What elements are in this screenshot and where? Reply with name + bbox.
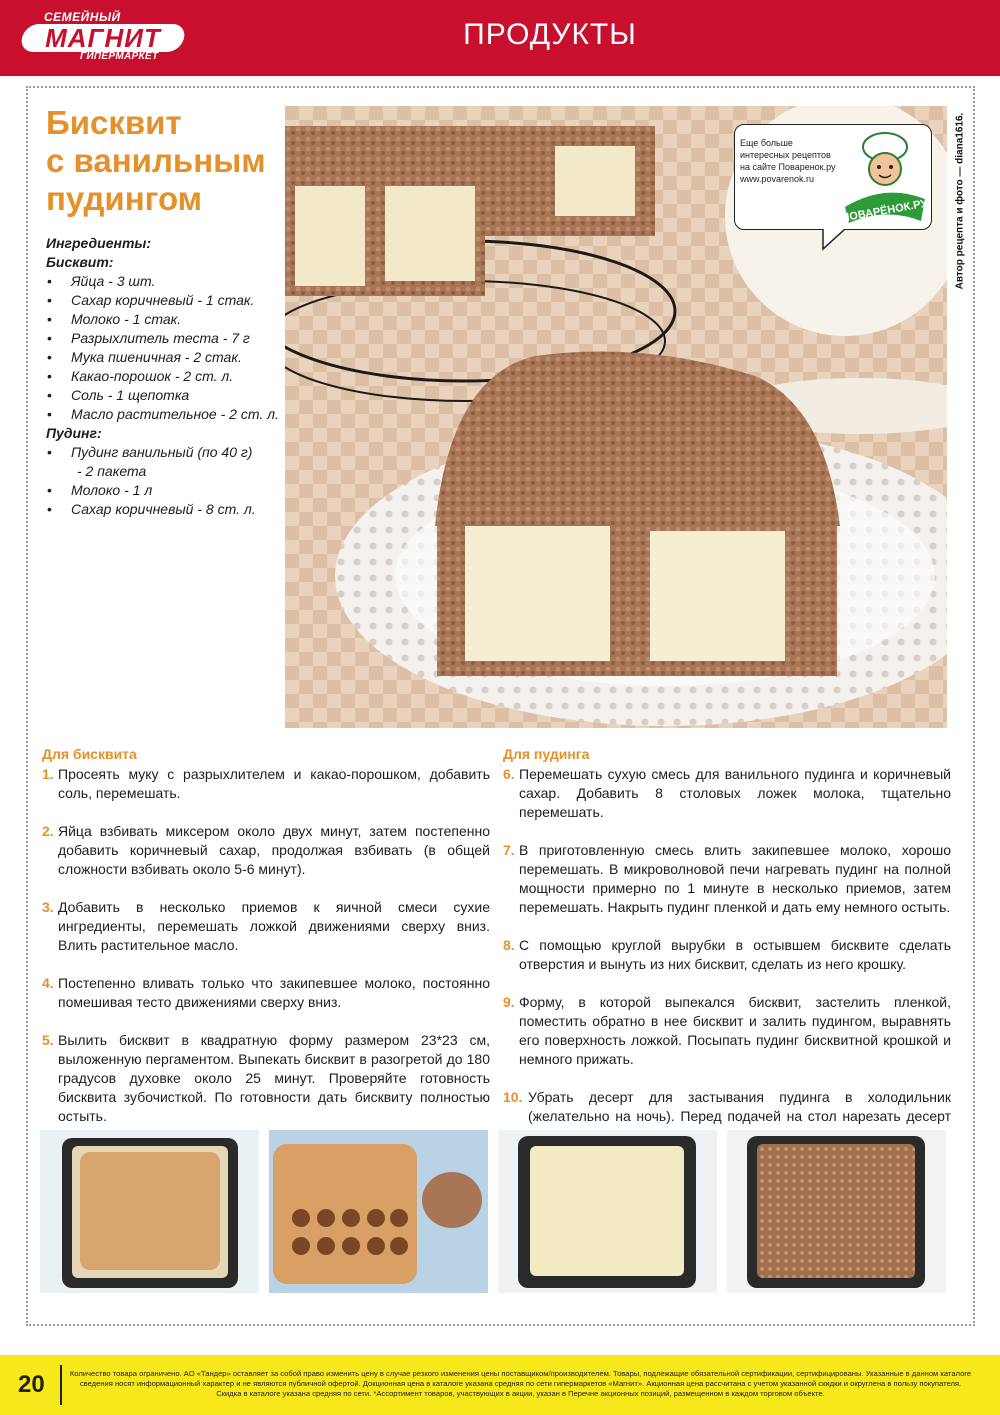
list-item: • Пудинг ванильный (по 40 г) - 2 пакета	[46, 443, 286, 481]
list-item: • Сахар коричневый - 1 стак.	[46, 291, 286, 310]
pudding-steps	[503, 745, 951, 1164]
sponge-steps	[42, 745, 490, 1145]
list-item: • Мука пшеничная - 2 стак.	[46, 348, 286, 367]
list-item: • Масло растительное - 2 ст. л.	[46, 405, 286, 424]
callout-tail-icon	[821, 229, 849, 251]
logo-wordmark: МАГНИТ	[19, 24, 187, 52]
step-item: 9. Форму, в которой выпекался бисквит, застелить пленкой, поместить обратно в нее бисквит и залить пудингом, выравнять его поверхность ложкой. Посыпать пудинг бисквитной крошкой и немного прижать.	[503, 994, 951, 1067]
step-item: 7. В приготовленную смесь влить закипевшее молоко, хорошо перемешать. В микроволновой печи нагревать пудинг на полной мощности примерно по 1 минуте в несколько приемов, затем перемешать. Накрыть пудинг пленкой и дать ему немного остыть.	[503, 842, 951, 915]
logo-top-text: СЕМЕЙНЫЙ	[44, 10, 121, 24]
recipe-title: Бисквит с ванильным пудингом	[46, 104, 266, 217]
pudding-heading: Пудинг:	[46, 425, 102, 441]
magnit-logo[interactable]	[22, 10, 184, 62]
legal-disclaimer: Количество товара ограничено. АО «Тандер» оставляет за собой право изменить цену в случае резкого изменения цены поставщиком/производителем. Товары, подлежащие обязательной сертификации, сертифицированы. Указанные в данном каталоге сведения носят информационный характер и не являются публичной офертой. Докционная цена в каталоге указана средняя по сети гипермаркетов «Магнит». Акционная цена рассчитана с учетом указанной скидки и округлена в пользу покупателя. Скидка в каталоге указана средняя по сети. *Ассортимент товаров, участвующих в акции, указан в Перечне акционных позиций, размещенном в каждом торговом объекте.	[69, 1369, 972, 1398]
step-item: 3. Добавить в несколько приемов к яичной смеси сухие ингредиенты, перемешать ложкой движениями сверху вниз. Влить растительное масло.	[42, 899, 490, 953]
step-item: 6. Перемешать сухую смесь для ванильного пудинга и коричневый сахар. Добавить 8 столовых ложек молока, тщательно перемешать.	[503, 766, 951, 820]
callout-text: Еще больше интересных рецептов на сайте Поваренок.ру www.povarenok.ru	[740, 138, 836, 184]
step-item: 2. Яйца взбивать миксером около двух минут, затем постепенно добавить коричневый сахар, продолжая взбивать (в общей сложности взбивать около 5-6 минут).	[42, 823, 490, 877]
list-item: • Какао-порошок - 2 ст. л.	[46, 367, 286, 386]
page-header	[0, 0, 1000, 76]
step-photo-crumb-topping	[727, 1130, 946, 1293]
step-photo-pudding-layer	[498, 1130, 717, 1293]
footer-divider	[60, 1365, 62, 1405]
section-title: ПРОДУКТЫ	[463, 18, 637, 51]
list-item: • Молоко - 1 л	[46, 481, 286, 500]
chef-mascot-icon	[839, 129, 931, 225]
mascot-badge-text: ПОВАРЁНОК.РУ	[840, 197, 929, 225]
step-item: 10. Убрать десерт для застывания пудинга в холодильник (желательно на ночь). Перед подачей на стол нарезать десерт	[503, 1089, 951, 1124]
page-footer	[0, 1355, 1000, 1415]
step-photo-cut-holes	[269, 1130, 488, 1293]
step-item: 8. С помощью круглой вырубки в остывшем бисквите сделать отверстия и вынуть из них бисквит, сделать из него крошку.	[503, 937, 951, 972]
ingredients-heading: Ингредиенты:	[46, 235, 152, 251]
sponge-steps-heading: Для бисквита	[42, 746, 137, 762]
step-item: 4. Постепенно вливать только что закипевшее молоко, постоянно помешивая тесто движениями сверху вниз.	[42, 975, 490, 1010]
pudding-ingredient-list	[46, 443, 286, 519]
povarenok-callout	[734, 124, 932, 230]
sponge-ingredient-list	[46, 272, 286, 424]
step-item: 5. Вылить бисквит в квадратную форму размером 23*23 см, выложенную пергаментом. Выпекать бисквит в разогретой до 180 градусов духовке около 25 минут. Проверяйте готовность бисквита зубочисткой. По готовности дать бисквиту полностью остыть.	[42, 1032, 490, 1124]
logo-bottom-text: ГИПЕРМАРКЕТ	[80, 51, 159, 62]
sponge-heading: Бисквит:	[46, 254, 114, 270]
list-item: • Разрыхлитель теста - 7 г	[46, 329, 286, 348]
pudding-steps-heading: Для пудинга	[503, 746, 590, 762]
ingredients-block	[46, 234, 286, 519]
list-item: • Сахар коричневый - 8 ст. л.	[46, 500, 286, 519]
page-number: 20	[18, 1371, 45, 1398]
step-photo-baked-sponge	[40, 1130, 259, 1293]
step-item: 1. Просеять муку с разрыхлителем и какао-порошком, добавить соль, перемешать.	[42, 766, 490, 801]
list-item: • Соль - 1 щепотка	[46, 386, 286, 405]
photo-credit: Автор рецепта и фото — diana1616.	[954, 112, 966, 290]
list-item: • Молоко - 1 стак.	[46, 310, 286, 329]
list-item: • Яйца - 3 шт.	[46, 272, 286, 291]
